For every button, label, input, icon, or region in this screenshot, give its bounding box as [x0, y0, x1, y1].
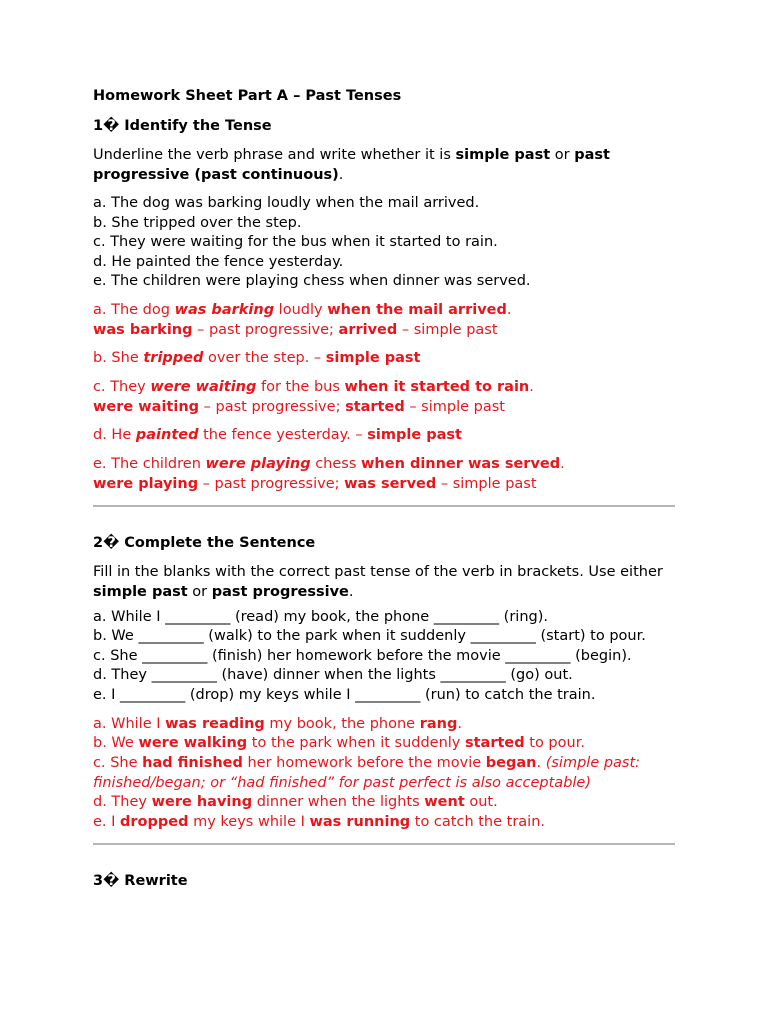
exercise-item: b. She tripped over the step. [93, 214, 302, 231]
answer-1d: d. He painted the fence yesterday. – simple past [93, 427, 462, 444]
section-1-exercise-list [93, 194, 675, 292]
section-2-exercise-list [93, 608, 675, 706]
section-2-answers [93, 715, 675, 833]
exercise-item: b. We _________ (walk) to the park when it suddenly _________ (start) to pour. [93, 628, 646, 645]
answer-1b: b. She tripped over the step. – simple past [93, 350, 421, 367]
document-title: Homework Sheet Part A – Past Tenses [93, 88, 402, 104]
exercise-item: d. They _________ (have) dinner when the lights _________ (go) out. [93, 667, 573, 684]
answer-1a: a. The dog was barking loudly when the mail arrived. was barking – past progressive; arrived – simple past [93, 301, 512, 338]
answer-1e: e. The children were playing chess when dinner was served. were playing – past progressive; was served – simple past [93, 456, 565, 492]
worksheet-page [93, 86, 675, 900]
answer-2d: d. They were having dinner when the lights went out. [93, 794, 498, 811]
section-3-heading: 3� Rewrite [93, 872, 188, 889]
answer-2a: a. While I was reading my book, the phone rang. [93, 715, 462, 732]
exercise-item: a. While I _________ (read) my book, the phone _________ (ring). [93, 608, 548, 625]
answer-2b: b. We were walking to the park when it suddenly started to pour. [93, 735, 585, 752]
section-divider [93, 505, 675, 507]
exercise-item: e. The children were playing chess when dinner was served. [93, 273, 531, 290]
exercise-item: d. He painted the fence yesterday. [93, 253, 344, 270]
exercise-item: c. She _________ (finish) her homework before the movie _________ (begin). [93, 647, 632, 664]
exercise-item: e. I _________ (drop) my keys while I _________ (run) to catch the train. [93, 686, 596, 703]
answer-2e: e. I dropped my keys while I was running to catch the train. [93, 814, 546, 831]
answer-2c: c. She had finished her homework before the movie began. (simple past: finished/began; or “had finished” for past perfect is also acceptable) [93, 754, 641, 791]
section-2-instructions: Fill in the blanks with the correct past tense of the verb in brackets. Use either simple past or past progressive. [93, 563, 663, 600]
section-divider [93, 843, 675, 845]
section-1-heading: 1� Identify the Tense [93, 118, 272, 134]
section-1-instructions: Underline the verb phrase and write whether it is simple past or past progressive (past continuous). [93, 147, 610, 183]
answer-1c: c. They were waiting for the bus when it started to rain. were waiting – past progressive; started – simple past [93, 379, 534, 415]
exercise-item: a. The dog was barking loudly when the mail arrived. [93, 195, 480, 211]
exercise-item: c. They were waiting for the bus when it started to rain. [93, 234, 498, 251]
section-2-heading: 2� Complete the Sentence [93, 534, 316, 551]
